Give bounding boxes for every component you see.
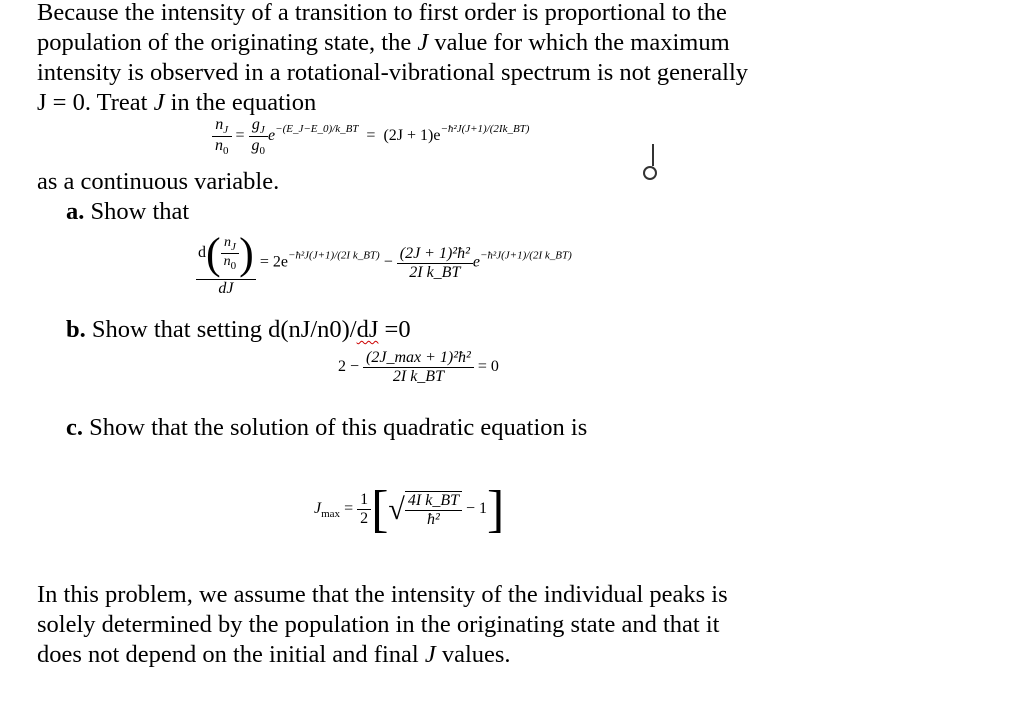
outro-line-1: In this problem, we assume that the intensity of the individual peaks is bbox=[37, 581, 728, 608]
equation-population-ratio: $\frac{n_J}{n_0}$ = $\frac{g_J}{g_0}$ $e^{-(E\_J-E\_0)/k\_BT} = (2J + 1)e^{-ħ^2J(J+1)/(2Ik\_BT)}$ bbox=[212, 116, 529, 157]
text-cursor-ring bbox=[643, 166, 657, 180]
continuous-variable-text: as a continuous variable. bbox=[37, 168, 280, 195]
part-c-heading: c. Show that the solution of this quadratic equation is bbox=[66, 414, 588, 441]
eq4-half-fraction: $\frac{1}{2}$ bbox=[357, 491, 371, 528]
intro-line-3: intensity is observed in a rotational-vibrational spectrum is not generally bbox=[37, 59, 749, 86]
intro-line-4: J = 0. Treat J in the equation bbox=[37, 89, 317, 116]
eq2-derivative-fraction: d( $\frac{n_J}{n_0}$ ) dJ bbox=[198, 229, 254, 297]
part-b-heading: b. Show that setting d(nJ/n0)/dJ =0 bbox=[66, 316, 411, 343]
eq1-g-fraction: $\frac{g_J}{g_0}$ bbox=[249, 116, 269, 157]
eq1-lhs-fraction: $\frac{n_J}{n_0}$ bbox=[212, 116, 232, 157]
intro-line-1: Because the intensity of a transition to first order is proportional to the bbox=[37, 0, 727, 26]
outro-line-3: does not depend on the initial and final J values. bbox=[37, 641, 511, 668]
part-a-heading: a. Show that bbox=[66, 198, 190, 225]
eq2-second-fraction: $\frac{\text{(2J + 1)²ħ²}}{\text{2I k\_BT}}$ bbox=[397, 245, 473, 282]
equation-jmax-solution: $J_{max}$ = $\frac{1}{2}$ [√ $\frac{\text{4I k\_BT}}{\text{ħ²}}$ − 1] bbox=[314, 481, 505, 538]
square-root: √ $\frac{\text{4I k\_BT}}{\text{ħ²}}$ bbox=[388, 491, 462, 529]
equation-derivative-zero: 2 − $\frac{\text{(2J\_max + 1)²ħ²}}{\text{2I k\_BT}}$ = 0 bbox=[338, 349, 499, 385]
text-cursor-line bbox=[652, 144, 654, 166]
intro-line-2: population of the originating state, the J value for which the maximum bbox=[37, 29, 730, 56]
outro-line-2: solely determined by the population in the originating state and that it bbox=[37, 611, 720, 638]
eq3-fraction: $\frac{\text{(2J\_max + 1)²ħ²}}{\text{2I k\_BT}}$ bbox=[363, 349, 474, 386]
equation-derivative: d( $\frac{n_J}{n_0}$ ) dJ = $2e^{-ħ^2J(J+1)/(2I k\_BT)}$ − $\frac{\text{(2J + 1)²ħ²}}{\text{2I k\_BT}}$ $e^{-ħ^2J(J+1)/(2I k\_BT)}$ bbox=[198, 229, 572, 297]
